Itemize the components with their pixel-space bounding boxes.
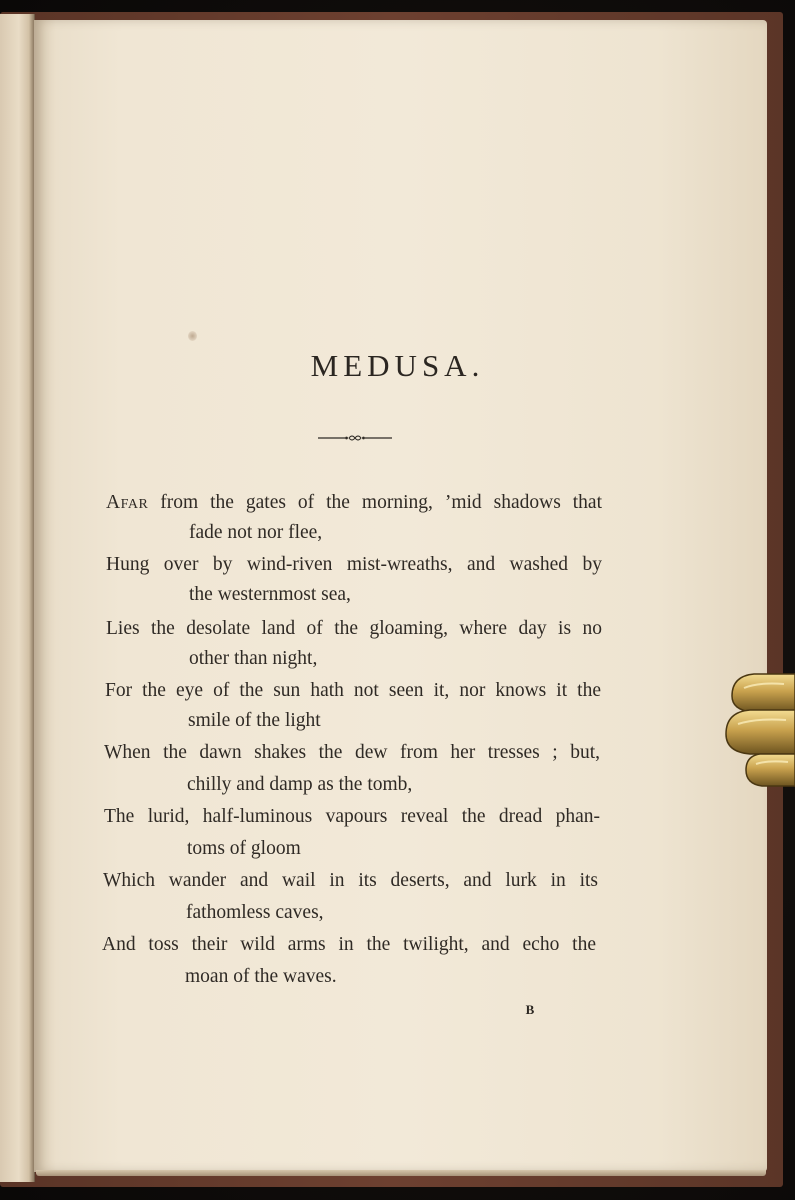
poem-line-8: smile of the light xyxy=(188,710,321,731)
poem-line-3: Hung over by wind-riven mist-wreaths, and washed by xyxy=(106,554,602,575)
poem-line-1 xyxy=(106,491,602,515)
poem-line-7: For the eye of the sun hath not seen it, nor knows it the xyxy=(105,680,601,701)
poem-line-4: the westernmost sea, xyxy=(189,584,351,605)
poem-line-9: When the dawn shakes the dew from her tresses ; but, xyxy=(104,742,600,763)
poem-line-6: other than night, xyxy=(189,648,318,669)
poem-title: MEDUSA. xyxy=(310,348,485,383)
poem-line-16: moan of the waves. xyxy=(185,966,337,987)
poem-line-5: Lies the desolate land of the gloaming, where day is no xyxy=(106,618,602,639)
poem-line-10: chilly and damp as the tomb, xyxy=(187,774,413,795)
poem-line-14: fathomless caves, xyxy=(186,902,324,923)
brass-clasp-icon xyxy=(724,666,795,791)
poem-line-12: toms of gloom xyxy=(187,838,301,859)
poem-line-2: fade not nor flee, xyxy=(189,522,323,543)
signature-mark: B xyxy=(525,1002,535,1017)
poem-line-15: And toss their wild arms in the twilight, and echo the xyxy=(102,934,596,955)
line-text: from the gates of the morning, ’mid shadows that xyxy=(148,492,602,513)
poem-line-11: The lurid, half-luminous vapours reveal the dread phan- xyxy=(104,806,600,827)
poem-line-13: Which wander and wail in its deserts, and lurk in its xyxy=(103,870,598,891)
drop-word: Afar xyxy=(106,492,149,513)
